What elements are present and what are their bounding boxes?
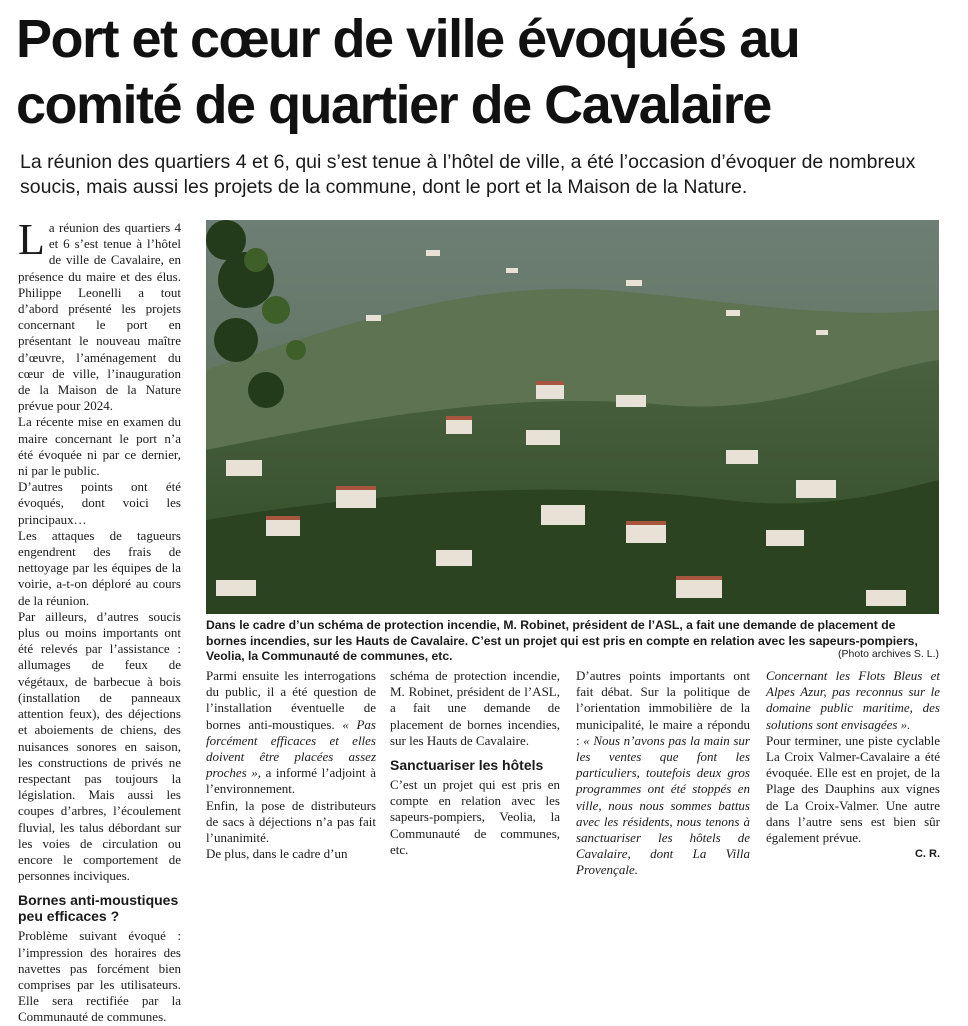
chapo: La réunion des quartiers 4 et 6, qui s’est tenue à l’hôtel de ville, a été l’occasion d’évoquer de nombreux soucis, mais aussi les projets de la commune, dont le port et la Maison de la Nature. <box>20 151 916 198</box>
paragraph: schéma de protection incendie, M. Robinet, président de l’ASL, a fait une demande de placement de bornes incendies, sur les Hauts de Cavalaire. <box>390 668 560 748</box>
paragraph: Enfin, la pose de distributeurs de sacs à déjections n’a pas fait l’unanimité. <box>206 797 376 846</box>
paragraph: D’autres points ont été évoqués, dont voici les principaux… <box>18 479 181 527</box>
paragraph: Par ailleurs, d’autres soucis plus ou moins importants ont été relevés par l’assistance : allumages de feux de végétaux, de barbecue à bois (installation de panneaux attention feux), des déjections et aboiements de chiens, des nuisances sonores en saison, les constructions de privés ne respectant pas toujours la législation. Mais aussi les coupes d’arbres, l’écoulement fluvial, les talus débordant sur les voies de circulation ou encore le comportement de personnes inciviques. <box>18 608 181 884</box>
text: , a informé l’adjoint à l’environnement. <box>206 765 376 797</box>
paragraph: Problème suivant évoqué : l’impression des horaires des navettes pas forcément bien comprises par les utilisateurs. Elle sera rectifiée par la Communauté de communes. <box>18 928 181 1025</box>
article-column-5 <box>766 668 940 862</box>
headline: Port et cœur de ville évoqués au comité de quartier de Cavalaire <box>16 9 800 135</box>
article-column-1 <box>18 215 181 1026</box>
paragraph: De plus, dans le cadre d’un <box>206 846 348 862</box>
article-column-2 <box>206 668 376 862</box>
lead-paragraph <box>18 215 181 414</box>
author-signature: C. R. <box>914 848 940 861</box>
dropcap: L <box>18 215 45 264</box>
paragraph <box>576 668 750 879</box>
quote: « Pas forcément efficaces et elles doivent être placées assez proches » <box>206 716 376 781</box>
paragraph: La récente mise en examen du maire concernant le port n’a été évoquée ni par ce dernier, ni par le public. <box>18 414 181 479</box>
paragraph <box>206 668 376 798</box>
paragraph: Pour terminer, une piste cyclable La Croix Valmer-Cavalaire a été évoquée. Elle est en projet, de la Plage des Dauphins aux vignes de La Croix-Valmer. Une autre dans l’autre sens est bien sûr également prévue. <box>766 732 940 846</box>
paragraph: C’est un projet qui est pris en compte en relation avec les sapeurs-pompiers, Veolia, la Communauté de communes, etc. <box>390 777 560 857</box>
hillside-village-photo <box>206 220 939 614</box>
photo-caption: Dans le cadre d’un schéma de protection incendie, M. Robinet, président de l’ASL, a fait une demande de placement de bornes incendies, sur les Hauts de Cavalaire. C’est un projet qui est pris en compte en relation avec les sapeurs-pompiers, Veolia, la Communauté de communes, etc. <box>206 618 918 663</box>
quote: « Nous n’avons pas la main sur les ventes que font les particuliers, toutefois deux gros programmes ont été stoppés en ville, nous nous sommes battus avec les résidents, nous tenons à sanctuariser les hôtels de Cavalaire, dont La Villa Provençale. <box>576 732 750 878</box>
text: D’autres points importants ont fait débat. Sur la politique de l’orientation immobilière de la municipalité, le maire a répondu : <box>576 668 750 748</box>
text: Parmi ensuite les interrogations du public, il a été question de l’installation éventuelle de bornes anti-moustiques. <box>206 668 376 732</box>
photo-credit: (Photo archives S. L.) <box>838 648 939 660</box>
subheading: Sanctuariser les hôtels <box>390 757 544 774</box>
article-column-4 <box>576 668 750 879</box>
quote: Concernant les Flots Bleus et Alpes Azur, pas reconnus sur le domaine public maritime, des solutions sont envisagées ». <box>766 668 940 732</box>
paragraph: Les attaques de tagueurs engendrent des frais de nettoyage par les équipes de la voirie, a-t-on déploré au cours de la réunion. <box>18 527 181 608</box>
subheading: Bornes anti-moustiques peu efficaces ? <box>18 892 179 925</box>
lead-text: a réunion des quartiers 4 et 6 s’est tenue à l’hôtel de ville de Cavalaire, en présence du maire et des élus. Philippe Leonelli a tout d’abord présenté les projets concernant le port en présentant le nouveau maître d’œuvre, l’aménagement du cœur de ville, l’inauguration de la Maison de la Nature prévue pour 2024. <box>18 220 181 414</box>
article-column-3 <box>390 668 560 858</box>
